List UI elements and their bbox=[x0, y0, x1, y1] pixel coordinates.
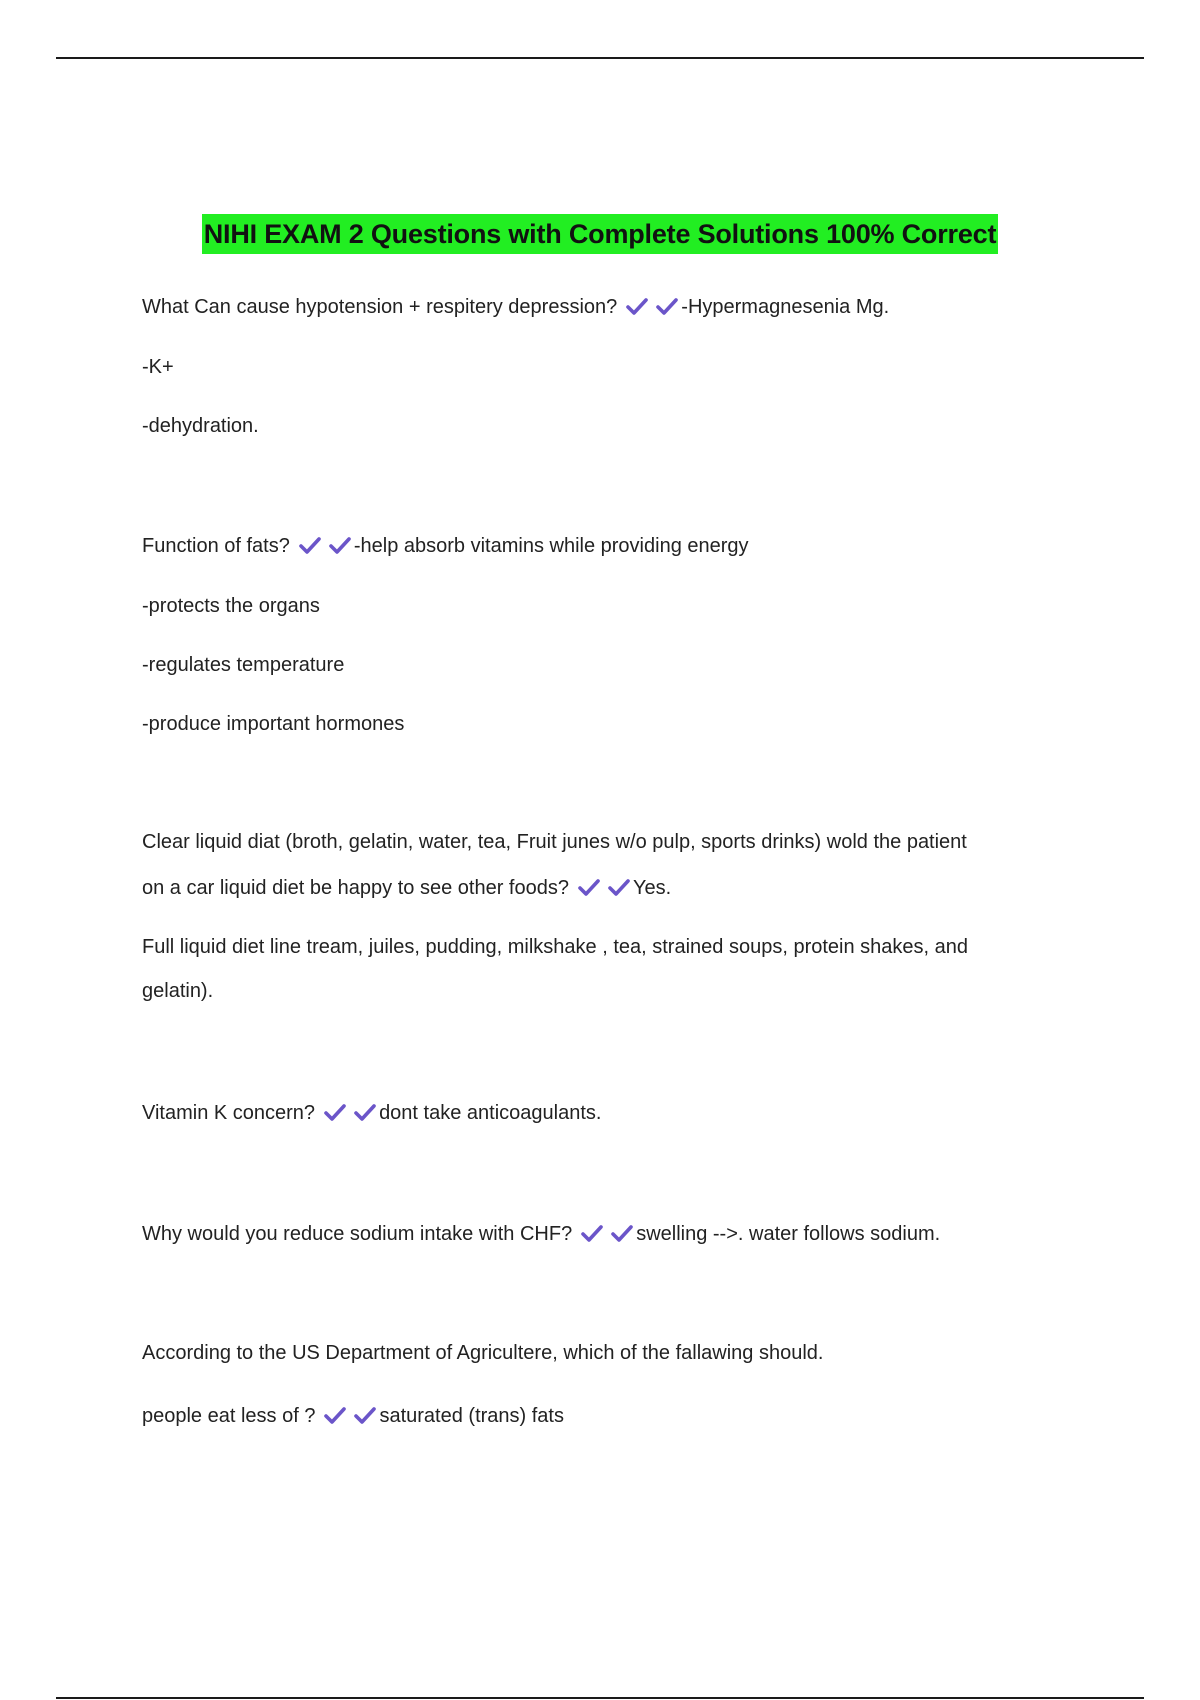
question-line: Clear liquid diat (broth, gelatin, water, tea, Fruit junes w/o pulp, sports drinks) wold the patient bbox=[142, 831, 967, 853]
answer-line: -dehydration. bbox=[142, 415, 259, 437]
question-line: According to the US Department of Agricultere, which of the fallawing should. bbox=[142, 1342, 824, 1364]
qa-line-q1 bbox=[142, 294, 889, 320]
check-icon bbox=[577, 877, 601, 897]
answer-line: -protects the organs bbox=[142, 595, 320, 617]
check-icon bbox=[610, 1223, 634, 1243]
qa-line-q4 bbox=[142, 1100, 601, 1126]
question-text: What Can cause hypotension + respitery depression? bbox=[142, 296, 618, 318]
answer-line: Full liquid diet line tream, juiles, pudding, milkshake , tea, strained soups, protein shakes, and bbox=[142, 936, 969, 958]
answer-text: dont take anticoagulants. bbox=[379, 1102, 602, 1124]
header-rule bbox=[56, 57, 1144, 59]
qa-line-q2 bbox=[142, 533, 749, 559]
check-icon bbox=[655, 296, 679, 316]
check-icon bbox=[323, 1102, 347, 1122]
question-text: on a car liquid diet be happy to see other foods? bbox=[142, 877, 569, 899]
check-icon bbox=[625, 296, 649, 316]
document-title: NIHI EXAM 2 Questions with Complete Solutions 100% Correct bbox=[202, 214, 999, 254]
question-text: Why would you reduce sodium intake with CHF? bbox=[142, 1223, 573, 1245]
answer-line: gelatin). bbox=[142, 980, 214, 1002]
qa-line-q6 bbox=[142, 1403, 564, 1429]
footer-rule bbox=[56, 1697, 1144, 1699]
answer-line: -K+ bbox=[142, 356, 174, 378]
answer-text: -help absorb vitamins while providing energy bbox=[353, 535, 749, 557]
check-icon bbox=[580, 1223, 604, 1243]
check-icon bbox=[298, 535, 322, 555]
question-text: Vitamin K concern? bbox=[142, 1102, 316, 1124]
answer-line: -produce important hormones bbox=[142, 713, 405, 735]
check-icon bbox=[353, 1405, 377, 1425]
qa-line-q3 bbox=[142, 875, 671, 901]
check-icon bbox=[353, 1102, 377, 1122]
check-icon bbox=[607, 877, 631, 897]
answer-text: saturated (trans) fats bbox=[379, 1405, 564, 1427]
qa-line-q5 bbox=[142, 1221, 940, 1247]
title-container bbox=[0, 214, 1200, 254]
answer-text: swelling -->. water follows sodium. bbox=[636, 1223, 941, 1245]
answer-text: Yes. bbox=[632, 877, 672, 899]
question-text: Function of fats? bbox=[142, 535, 290, 557]
check-icon bbox=[328, 535, 352, 555]
check-icon bbox=[323, 1405, 347, 1425]
answer-line: -regulates temperature bbox=[142, 654, 345, 676]
question-text: people eat less of ? bbox=[142, 1405, 316, 1427]
answer-text: -Hypermagnesenia Mg. bbox=[681, 296, 890, 318]
